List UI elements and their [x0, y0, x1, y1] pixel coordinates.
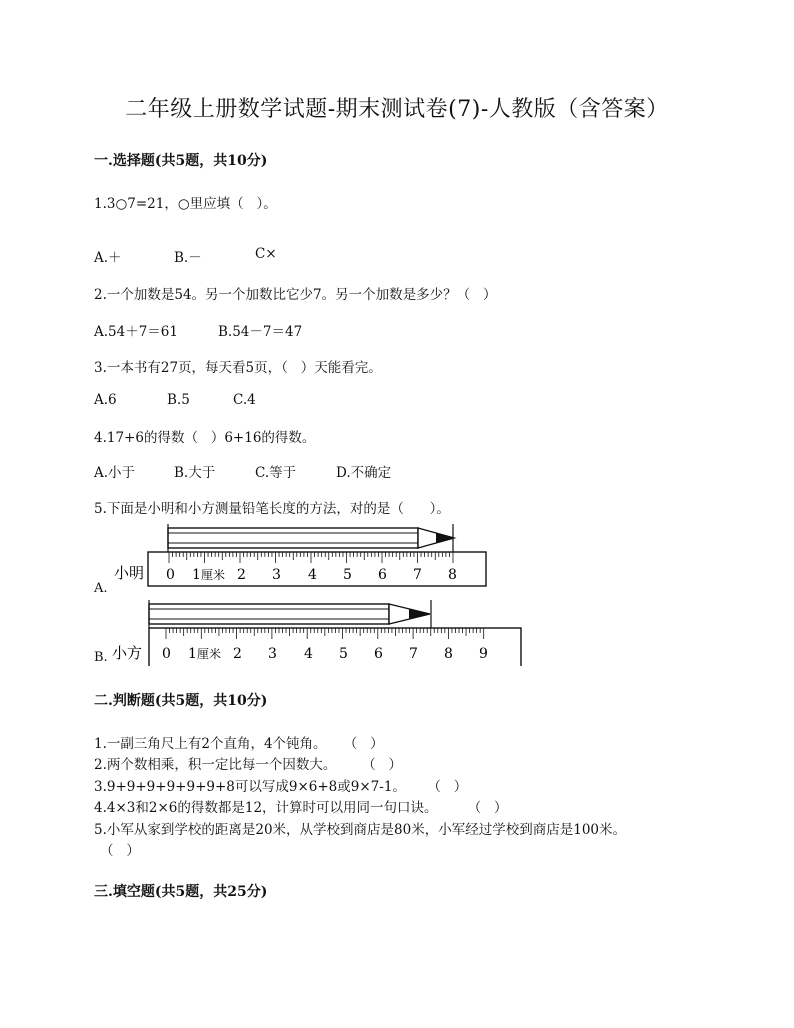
judge-item-1: 1.一副三角尺上有2个直角，4个钝角。 （ ） — [94, 736, 384, 752]
q4-option-c: C.等于 — [255, 465, 297, 481]
judge-item-2: 2.两个数相乘，积一定比每一个因数大。 （ ） — [94, 757, 403, 773]
ruler-b-tick-1: 1 — [188, 646, 197, 662]
ruler-a-unit: 厘米 — [201, 568, 226, 582]
ruler-b-tick-4: 4 — [304, 646, 313, 662]
judge-item-4: 4.4×3和2×6的得数都是12，计算时可以用同一句口诀。 （ ） — [94, 800, 508, 816]
q3-option-a: A.6 — [94, 392, 117, 408]
judge-item-5-blank: （ ） — [100, 843, 140, 859]
ruler-a-tick-5: 5 — [343, 567, 352, 583]
q5-text: 5.下面是小明和小方测量铅笔长度的方法，对的是（ ）。 — [94, 501, 450, 517]
ruler-a-tick-1: 1 — [192, 567, 201, 583]
q5-figure-a — [110, 522, 490, 594]
q2-text: 2.一个加数是54。另一个加数比它少7。另一个加数是多少？（ ） — [94, 287, 497, 303]
page-title: 二年级上册数学试题-期末测试卷(7)-人教版（含答案） — [125, 97, 669, 122]
q3-option-c: C.4 — [233, 392, 256, 408]
ruler-a-tick-3: 3 — [272, 567, 281, 583]
ruler-b-tick-7: 7 — [409, 646, 418, 662]
ruler-b-tick-5: 5 — [339, 646, 348, 662]
q5-option-b-label: B. — [94, 650, 108, 665]
ruler-a-tick-2: 2 — [237, 567, 246, 583]
q1-option-a: A.＋ — [94, 250, 122, 266]
section2-heading: 二.判断题(共5题，共10分) — [94, 693, 268, 709]
section1-heading: 一.选择题(共5题，共10分) — [94, 153, 268, 169]
ruler-a-tick-6: 6 — [378, 567, 387, 583]
ruler-b-tick-2: 2 — [233, 646, 242, 662]
ruler-b-tick-3: 3 — [268, 646, 277, 662]
q4-option-a: A.小于 — [94, 465, 136, 481]
q1-option-b: B.－ — [174, 250, 202, 266]
judge-item-3: 3.9+9+9+9+9+9+8可以写成9×6+8或9×7-1。 （ ） — [94, 779, 468, 795]
ruler-b-unit: 厘米 — [197, 647, 222, 661]
ruler-b-name: 小方 — [112, 644, 143, 662]
q1-text: 1.3○7=21，○里应填（ ）。 — [94, 196, 277, 212]
pencil-a-icon — [168, 528, 454, 548]
ruler-a-tick-7: 7 — [413, 567, 422, 583]
ruler-b-tick-9: 9 — [479, 646, 488, 662]
q2-option-b: B.54－7＝47 — [218, 324, 303, 340]
judge-item-5: 5.小军从家到学校的距离是20米，从学校到商店是80米，小军经过学校到商店是100米。 — [94, 822, 627, 838]
ruler-b-tick-6: 6 — [374, 646, 383, 662]
q4-text: 4.17+6的得数（ ）6+16的得数。 — [94, 430, 316, 446]
ruler-a-tick-0: 0 — [166, 567, 175, 583]
ruler-b-tick-0: 0 — [162, 646, 171, 662]
q5-option-a-label: A. — [94, 581, 108, 596]
ruler-a-tick-4: 4 — [308, 567, 317, 583]
ruler-a-name: 小明 — [114, 564, 145, 582]
q4-option-b: B.大于 — [174, 465, 216, 481]
section3-heading: 三.填空题(共5题，共25分) — [94, 884, 268, 900]
q3-option-b: B.5 — [167, 392, 190, 408]
q1-option-c: C× — [255, 246, 277, 262]
q2-option-a: A.54＋7＝61 — [94, 324, 178, 340]
pencil-b-icon — [149, 604, 430, 624]
q5-figure-b — [106, 596, 526, 666]
q4-option-d: D.不确定 — [336, 465, 392, 481]
ruler-b-tick-8: 8 — [444, 646, 453, 662]
ruler-a-tick-8: 8 — [448, 567, 457, 583]
q3-text: 3.一本书有27页，每天看5页，（ ）天能看完。 — [94, 360, 382, 376]
